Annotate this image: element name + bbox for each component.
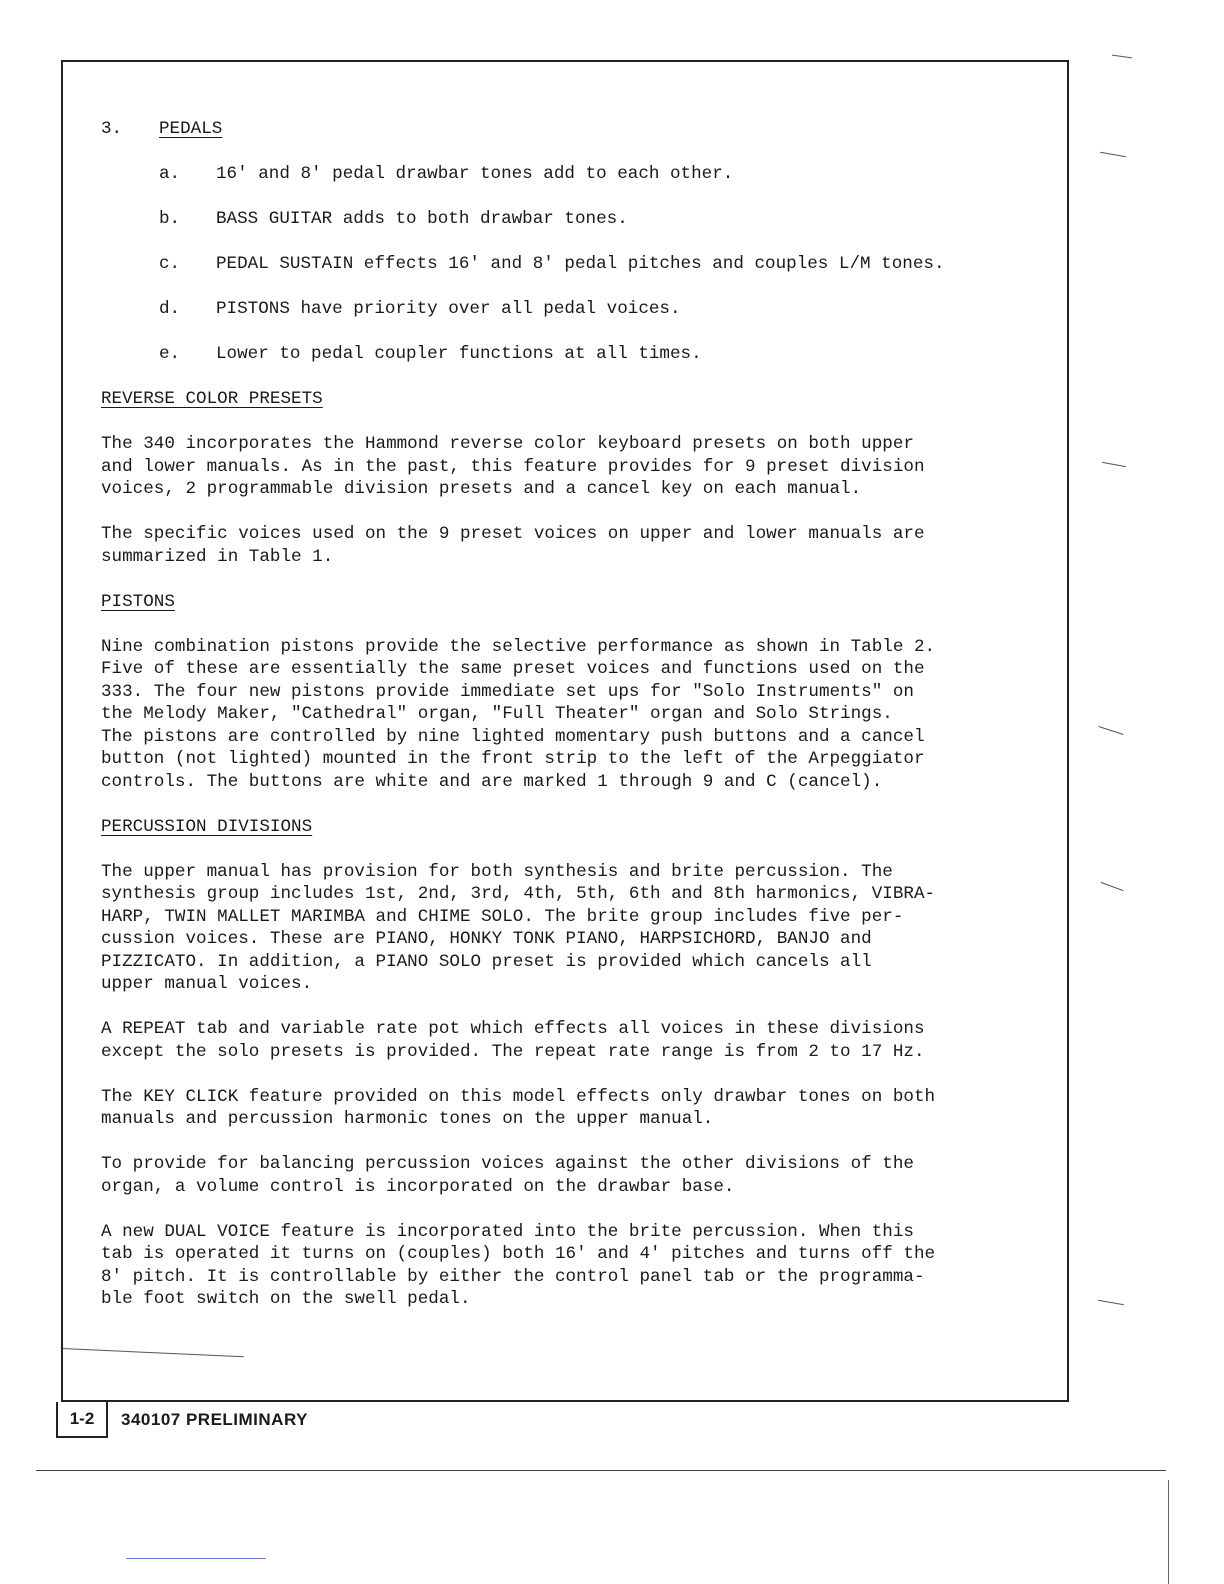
list-item-text: PEDAL SUSTAIN effects 16' and 8' pedal pitches and couples L/M tones.	[216, 254, 945, 274]
page-number: 1-2	[69, 1409, 95, 1428]
list-item-text: 16' and 8' pedal drawbar tones add to each other.	[216, 164, 734, 184]
list-item	[159, 208, 1001, 231]
page-content	[101, 118, 1001, 1311]
text-line: 8' pitch. It is controllable by either the control panel tab or the programma-	[101, 1266, 925, 1287]
list-item-text: BASS GUITAR adds to both drawbar tones.	[216, 209, 628, 229]
text-line: summarized in Table 1.	[101, 546, 334, 567]
paragraph	[101, 861, 1001, 996]
text-line: button (not lighted) mounted in the front strip to the left of the Arpeggiator	[101, 749, 925, 769]
text-line: The KEY CLICK feature provided on this model effects only drawbar tones on both	[101, 1086, 936, 1107]
text-line: the Melody Maker, "Cathedral" organ, "Full Theater" organ and Solo Strings.	[101, 704, 893, 724]
text-line: The pistons are controlled by nine lighted momentary push buttons and a cancel	[101, 726, 925, 747]
text-line: upper manual voices.	[101, 974, 313, 994]
list-item-label: c.	[159, 254, 181, 274]
list-item	[159, 163, 1001, 186]
text-line: ble foot switch on the swell pedal.	[101, 1289, 471, 1309]
paragraph	[101, 1221, 1001, 1311]
text-line: 333. The four new pistons provide immediate set ups for "Solo Instruments" on	[101, 681, 914, 702]
list-item	[159, 298, 1001, 321]
list-item-label: d.	[159, 299, 181, 319]
bottom-rule	[36, 1470, 1166, 1471]
paragraph	[101, 1153, 1001, 1198]
section-title: PISTONS	[101, 591, 175, 612]
paragraph	[101, 1018, 1001, 1063]
text-line: A new DUAL VOICE feature is incorporated into the brite percussion. When this	[101, 1221, 914, 1242]
page-number-box	[56, 1402, 108, 1438]
margin-mark	[1098, 726, 1123, 735]
text-line: The 340 incorporates the Hammond reverse color keyboard presets on both upper	[101, 434, 914, 454]
text-line: A REPEAT tab and variable rate pot which effects all voices in these divisions	[101, 1019, 925, 1039]
blue-rule	[126, 1558, 266, 1559]
text-line: Nine combination pistons provide the selective performance as shown in Table 2.	[101, 636, 936, 657]
document-code: 340107 PRELIMINARY	[121, 1410, 308, 1429]
paragraph	[101, 1086, 1001, 1131]
section-pedals-heading	[101, 118, 1001, 141]
list-item	[159, 253, 1001, 276]
margin-mark	[1100, 152, 1126, 157]
text-line: synthesis group includes 1st, 2nd, 3rd, 4th, 5th, 6th and 8th harmonics, VIBRA-	[101, 884, 936, 904]
section-title: PERCUSSION DIVISIONS	[101, 816, 313, 837]
list-item-label: b.	[159, 209, 181, 229]
text-line: PIZZICATO. In addition, a PIANO SOLO preset is provided which cancels all	[101, 951, 872, 972]
text-line: To provide for balancing percussion voices against the other divisions of the	[101, 1154, 914, 1174]
paragraph	[101, 433, 1001, 501]
list-item	[159, 343, 1001, 366]
text-line: Five of these are essentially the same preset voices and functions used on the	[101, 659, 925, 679]
text-line: The upper manual has provision for both synthesis and brite percussion. The	[101, 861, 893, 882]
margin-mark	[1101, 882, 1124, 891]
margin-mark	[1102, 462, 1126, 467]
edge-line	[1168, 1480, 1169, 1584]
list-item-text: PISTONS have priority over all pedal voices.	[216, 299, 681, 319]
text-line: organ, a volume control is incorporated on the drawbar base.	[101, 1176, 735, 1197]
list-item-label: a.	[159, 164, 181, 184]
paragraph	[101, 636, 1001, 794]
text-line: voices, 2 programmable division presets and a cancel key on each manual.	[101, 479, 862, 499]
text-line: and lower manuals. As in the past, this feature provides for 9 preset division	[101, 456, 925, 477]
paragraph	[101, 523, 1001, 568]
section-title: PEDALS	[159, 119, 223, 139]
text-line: except the solo presets is provided. The repeat rate range is from 2 to 17 Hz.	[101, 1041, 925, 1062]
section-title: REVERSE COLOR PRESETS	[101, 389, 323, 409]
text-line: HARP, TWIN MALLET MARIMBA and CHIME SOLO. The brite group includes five per-	[101, 906, 904, 927]
section-number: 3.	[101, 119, 123, 139]
text-line: manuals and percussion harmonic tones on the upper manual.	[101, 1109, 714, 1129]
text-line: controls. The buttons are white and are marked 1 through 9 and C (cancel).	[101, 771, 883, 792]
margin-mark	[1112, 55, 1132, 59]
text-line: tab is operated it turns on (couples) both 16' and 4' pitches and turns off the	[101, 1244, 936, 1264]
margin-mark	[1098, 1300, 1124, 1305]
text-line: cussion voices. These are PIANO, HONKY TONK PIANO, HARPSICHORD, BANJO and	[101, 929, 872, 949]
list-item-text: Lower to pedal coupler functions at all times.	[216, 344, 702, 364]
list-item-label: e.	[159, 344, 181, 364]
text-line: The specific voices used on the 9 preset voices on upper and lower manuals are	[101, 524, 925, 544]
